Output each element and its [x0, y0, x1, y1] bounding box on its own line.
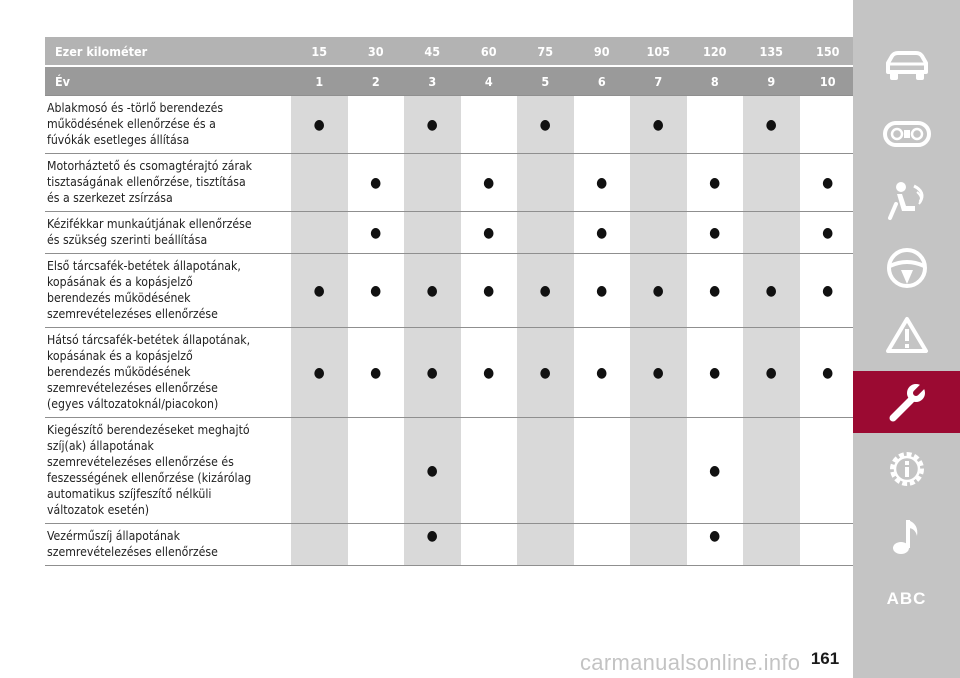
description-line: Ablakmosó és -törlő berendezés: [47, 101, 224, 115]
schedule-cell: [743, 96, 800, 154]
description-line: szemrevételezéses ellenőrzése: [47, 307, 218, 321]
header-km-value: 60: [461, 37, 518, 66]
schedule-cell: [291, 254, 348, 328]
sidebar-item-driving[interactable]: [853, 237, 960, 299]
schedule-cell: [348, 96, 405, 154]
music-note-icon: [887, 514, 927, 558]
check-mark-dot: ●: [313, 364, 325, 381]
schedule-cell: [630, 254, 687, 328]
check-mark-dot: ●: [596, 224, 608, 241]
maintenance-schedule-table: [45, 37, 856, 566]
sidebar-item-emergency[interactable]: [853, 304, 960, 366]
schedule-cell: [630, 154, 687, 212]
service-item-description: [45, 96, 291, 154]
description-line: Kiegészítő berendezéseket meghajtó: [47, 423, 250, 437]
header-row-km: [45, 37, 856, 66]
description-line: Hátsó tárcsafék-betétek állapotának,: [47, 333, 251, 347]
steering-wheel-icon: [885, 246, 929, 290]
schedule-cell: [517, 254, 574, 328]
schedule-cell: [574, 418, 631, 524]
check-mark-dot: ●: [765, 282, 777, 299]
sidebar-item-safety[interactable]: [853, 170, 960, 232]
header-year-value: 6: [574, 66, 631, 96]
description-line: berendezés működésének: [47, 365, 191, 379]
check-mark-dot: ●: [313, 282, 325, 299]
check-mark-dot: ●: [539, 116, 551, 133]
description-line: Első tárcsafék-betétek állapotának,: [47, 259, 241, 273]
header-row-year: [45, 66, 856, 96]
check-mark-dot: ●: [652, 282, 664, 299]
header-year-value: 5: [517, 66, 574, 96]
schedule-cell: [687, 328, 744, 418]
schedule-cell: [630, 96, 687, 154]
service-item-description: [45, 212, 291, 254]
schedule-cell: [800, 212, 857, 254]
sidebar-item-multimedia[interactable]: [853, 505, 960, 567]
check-mark-dot: ●: [709, 462, 721, 479]
description-line: változatok esetén): [47, 503, 150, 517]
description-line: Motorháztető és csomagtérajtó zárak: [47, 159, 253, 173]
schedule-cell: [404, 212, 461, 254]
header-year-value: 7: [630, 66, 687, 96]
schedule-cell: [348, 154, 405, 212]
header-year-value: 10: [800, 66, 857, 96]
schedule-cell: [630, 418, 687, 524]
check-mark-dot: ●: [370, 282, 382, 299]
header-km-value: 90: [574, 37, 631, 66]
schedule-cell: [743, 154, 800, 212]
wrench-icon: [885, 380, 929, 424]
schedule-cell: [743, 212, 800, 254]
instrument-cluster-icon: [882, 119, 932, 149]
schedule-cell: [348, 254, 405, 328]
schedule-row: [45, 328, 856, 418]
header-year-label: Év: [45, 66, 291, 96]
schedule-cell: [687, 418, 744, 524]
check-mark-dot: ●: [822, 364, 834, 381]
sidebar-item-maintenance[interactable]: [853, 371, 960, 433]
schedule-cell: [517, 154, 574, 212]
header-km-label: Ezer kilométer: [45, 37, 291, 66]
description-line: működésének ellenőrzése és a: [47, 117, 216, 131]
schedule-cell: [348, 212, 405, 254]
description-line: és a szerkezet zsírzása: [47, 191, 173, 205]
description-line: automatikus szíjfeszítő nélküli: [47, 487, 212, 501]
schedule-cell: [574, 328, 631, 418]
sidebar-item-technical-data[interactable]: [853, 438, 960, 500]
warning-triangle-icon: [885, 315, 929, 355]
schedule-cell: [348, 418, 405, 524]
schedule-cell: [574, 254, 631, 328]
description-line: fúvókák esetleges állítása: [47, 133, 190, 147]
schedule-cell: [348, 328, 405, 418]
schedule-cell: [743, 254, 800, 328]
service-item-description: [45, 418, 291, 524]
schedule-cell: [574, 212, 631, 254]
check-mark-dot: ●: [483, 224, 495, 241]
schedule-row: [45, 96, 856, 154]
schedule-row: [45, 254, 856, 328]
check-mark-dot: ●: [539, 364, 551, 381]
check-mark-dot: ●: [822, 174, 834, 191]
description-line: tisztaságának ellenőrzése, tisztítása: [47, 175, 246, 189]
description-line: szemrevételezéses ellenőrzése: [47, 545, 218, 559]
check-mark-dot: ●: [596, 364, 608, 381]
check-mark-dot: ●: [709, 224, 721, 241]
description-line: szíj(ak) állapotának: [47, 439, 154, 453]
service-item-description: [45, 524, 291, 566]
header-km-value: 75: [517, 37, 574, 66]
check-mark-dot: ●: [765, 116, 777, 133]
service-item-description: [45, 254, 291, 328]
check-mark-dot: ●: [426, 364, 438, 381]
schedule-cell: [291, 154, 348, 212]
schedule-cell: [348, 524, 405, 566]
header-km-value: 30: [348, 37, 405, 66]
schedule-cell: [687, 154, 744, 212]
header-km-value: 135: [743, 37, 800, 66]
schedule-row: [45, 524, 856, 566]
check-mark-dot: ●: [652, 116, 664, 133]
schedule-row: [45, 154, 856, 212]
schedule-cell: [800, 524, 857, 566]
sidebar-item-car[interactable]: [853, 36, 960, 98]
check-mark-dot: ●: [483, 174, 495, 191]
schedule-cell: [291, 212, 348, 254]
schedule-cell: [630, 328, 687, 418]
abc-index-icon: ABC: [886, 589, 927, 608]
schedule-cell: [404, 254, 461, 328]
header-km-value: 15: [291, 37, 348, 66]
schedule-cell: [800, 96, 857, 154]
schedule-cell: [630, 524, 687, 566]
description-line: berendezés működésének: [47, 291, 191, 305]
description-line: és szükség szerinti beállítása: [47, 233, 208, 247]
check-mark-dot: ●: [709, 528, 721, 544]
header-year-value: 9: [743, 66, 800, 96]
schedule-cell: [574, 524, 631, 566]
check-mark-dot: ●: [822, 224, 834, 241]
description-line: szemrevételezéses ellenőrzése és: [47, 455, 234, 469]
airbag-seat-icon: [884, 180, 930, 222]
description-line: szemrevételezéses ellenőrzése: [47, 381, 218, 395]
header-year-value: 1: [291, 66, 348, 96]
schedule-cell: [687, 254, 744, 328]
schedule-cell: [291, 524, 348, 566]
schedule-cell: [461, 254, 518, 328]
schedule-cell: [461, 96, 518, 154]
car-icon: [882, 50, 932, 84]
info-gear-icon: [885, 447, 929, 491]
schedule-cell: [517, 96, 574, 154]
check-mark-dot: ●: [652, 364, 664, 381]
schedule-cell: [517, 212, 574, 254]
schedule-cell: [800, 328, 857, 418]
schedule-cell: [687, 524, 744, 566]
schedule-cell: [461, 524, 518, 566]
header-year-value: 2: [348, 66, 405, 96]
schedule-cell: [291, 328, 348, 418]
schedule-cell: [687, 96, 744, 154]
schedule-cell: [461, 154, 518, 212]
schedule-cell: [461, 212, 518, 254]
schedule-cell: [630, 212, 687, 254]
header-year-value: 4: [461, 66, 518, 96]
sidebar-item-index[interactable]: [853, 568, 960, 630]
schedule-cell: [517, 328, 574, 418]
chapter-sidebar: [853, 0, 960, 678]
description-line: feszességének ellenőrzése (kizárólag: [47, 471, 252, 485]
schedule-cell: [404, 328, 461, 418]
schedule-cell: [743, 418, 800, 524]
check-mark-dot: ●: [313, 116, 325, 133]
check-mark-dot: ●: [483, 282, 495, 299]
schedule-cell: [404, 96, 461, 154]
check-mark-dot: ●: [539, 282, 551, 299]
sidebar-item-dashboard[interactable]: [853, 103, 960, 165]
header-km-value: 120: [687, 37, 744, 66]
page-number: 161: [810, 649, 840, 668]
check-mark-dot: ●: [370, 364, 382, 381]
check-mark-dot: ●: [596, 174, 608, 191]
schedule-cell: [404, 154, 461, 212]
check-mark-dot: ●: [426, 282, 438, 299]
service-item-description: [45, 328, 291, 418]
header-km-value: 150: [800, 37, 857, 66]
description-line: Vezérműszíj állapotának: [47, 529, 181, 543]
schedule-cell: [574, 96, 631, 154]
watermark: carmanualsonline.info: [580, 650, 801, 675]
schedule-cell: [291, 96, 348, 154]
check-mark-dot: ●: [765, 364, 777, 381]
check-mark-dot: ●: [426, 528, 438, 544]
schedule-cell: [291, 418, 348, 524]
schedule-cell: [800, 154, 857, 212]
schedule-cell: [461, 418, 518, 524]
description-line: Kézifékkar munkaútjának ellenőrzése: [47, 217, 252, 231]
schedule-cell: [517, 524, 574, 566]
header-km-value: 105: [630, 37, 687, 66]
service-item-description: [45, 154, 291, 212]
schedule-cell: [404, 418, 461, 524]
check-mark-dot: ●: [370, 224, 382, 241]
check-mark-dot: ●: [426, 116, 438, 133]
schedule-cell: [800, 418, 857, 524]
schedule-cell: [461, 328, 518, 418]
schedule-cell: [404, 524, 461, 566]
check-mark-dot: ●: [709, 174, 721, 191]
schedule-cell: [687, 212, 744, 254]
check-mark-dot: ●: [370, 174, 382, 191]
check-mark-dot: ●: [483, 364, 495, 381]
description-line: kopásának és a kopásjelző: [47, 275, 193, 289]
schedule-cell: [517, 418, 574, 524]
schedule-cell: [743, 524, 800, 566]
schedule-cell: [800, 254, 857, 328]
description-line: (egyes változatoknál/piacokon): [47, 397, 219, 411]
check-mark-dot: ●: [709, 364, 721, 381]
schedule-row: [45, 212, 856, 254]
check-mark-dot: ●: [709, 282, 721, 299]
schedule-cell: [743, 328, 800, 418]
check-mark-dot: ●: [426, 462, 438, 479]
check-mark-dot: ●: [822, 282, 834, 299]
header-year-value: 8: [687, 66, 744, 96]
schedule-cell: [574, 154, 631, 212]
header-km-value: 45: [404, 37, 461, 66]
description-line: kopásának és a kopásjelző: [47, 349, 193, 363]
check-mark-dot: ●: [596, 282, 608, 299]
schedule-body: [45, 96, 856, 566]
header-year-value: 3: [404, 66, 461, 96]
schedule-row: [45, 418, 856, 524]
